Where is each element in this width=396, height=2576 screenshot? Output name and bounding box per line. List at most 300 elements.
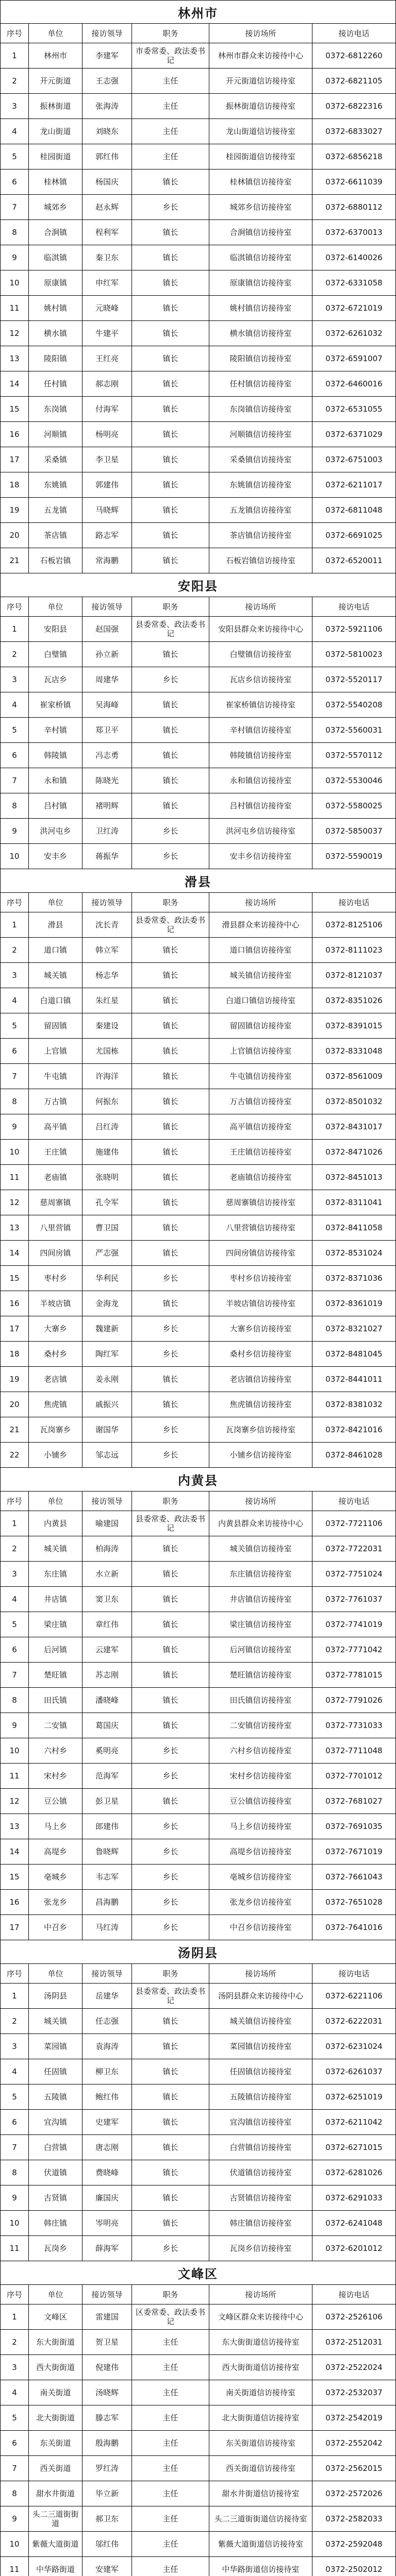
table-row <box>0 119 396 144</box>
cell-index: 1 <box>0 43 29 69</box>
cell-index: 2 <box>0 69 29 94</box>
cell-position: 主任 <box>132 2557 209 2576</box>
cell-unit: 任固镇 <box>29 2059 82 2084</box>
table-row <box>0 1316 396 1342</box>
cell-position: 主任 <box>132 2481 209 2506</box>
cell-phone: 0372-8311041 <box>312 1190 396 1215</box>
cell-leader: 严志强 <box>82 1241 132 1266</box>
cell-position: 县委常委、政法委书记 <box>132 1984 209 2009</box>
cell-position: 区委常委、政法委书记 <box>132 2304 209 2330</box>
cell-unit: 田氏镇 <box>29 1688 82 1713</box>
cell-position: 乡长 <box>132 844 209 869</box>
table-row <box>0 1241 396 1266</box>
cell-unit: 枣村乡 <box>29 1266 82 1291</box>
cell-phone: 0372-8471026 <box>312 1140 396 1165</box>
table-row <box>0 1140 396 1165</box>
cell-phone: 0372-8411058 <box>312 1215 396 1241</box>
cell-venue: 桂林镇信访接待室 <box>209 170 312 195</box>
column-header-position: 职务 <box>132 24 209 43</box>
table-row <box>0 2211 396 2236</box>
cell-index: 11 <box>0 1764 29 1789</box>
cell-leader: 汤晓辉 <box>82 2380 132 2405</box>
cell-phone: 0372-6201012 <box>312 2236 396 2261</box>
column-header-phone: 接访电话 <box>312 24 396 43</box>
cell-leader: 路志军 <box>82 523 132 548</box>
cell-index: 10 <box>0 2532 29 2557</box>
cell-index: 9 <box>0 2506 29 2532</box>
cell-unit: 后河镇 <box>29 1637 82 1663</box>
cell-leader: 牛建平 <box>82 321 132 346</box>
section-title: 文峰区 <box>0 2261 396 2285</box>
cell-unit: 韩陵镇 <box>29 743 82 768</box>
cell-unit: 北大街街道 <box>29 2405 82 2431</box>
cell-venue: 城关镇信访接待室 <box>209 1536 312 1562</box>
cell-phone: 0372-6812260 <box>312 43 396 69</box>
table-row <box>0 793 396 819</box>
cell-index: 4 <box>0 119 29 144</box>
cell-unit: 桑村乡 <box>29 1342 82 1367</box>
cell-leader: 韦志军 <box>82 1865 132 1890</box>
cell-venue: 半坡店镇信访接待室 <box>209 1291 312 1316</box>
cell-index: 6 <box>0 170 29 195</box>
cell-position: 镇长 <box>132 346 209 371</box>
cell-leader: 滕志军 <box>82 2405 132 2431</box>
table-row <box>0 1890 396 1915</box>
cell-position: 镇长 <box>132 447 209 472</box>
cell-venue: 南关街道信访接待室 <box>209 2380 312 2405</box>
cell-unit: 大寨乡 <box>29 1316 82 1342</box>
cell-index: 4 <box>0 1587 29 1612</box>
cell-index: 7 <box>0 768 29 793</box>
cell-phone: 0372-7781015 <box>312 1663 396 1688</box>
cell-leader: 云建军 <box>82 1637 132 1663</box>
cell-index: 21 <box>0 1417 29 1443</box>
cell-unit: 韩庄镇 <box>29 2211 82 2236</box>
table-row <box>0 94 396 119</box>
table-row <box>0 1342 396 1367</box>
cell-phone: 0372-6880112 <box>312 195 396 220</box>
cell-phone: 0372-8351026 <box>312 988 396 1013</box>
cell-position: 镇长 <box>132 2110 209 2135</box>
cell-leader: 尤国栋 <box>82 1039 132 1064</box>
cell-phone: 0372-8561009 <box>312 1064 396 1089</box>
cell-venue: 上官镇信访接待室 <box>209 1039 312 1064</box>
cell-phone: 0372-6221106 <box>312 1984 396 2009</box>
cell-position: 主任 <box>132 2506 209 2532</box>
cell-index: 12 <box>0 321 29 346</box>
cell-phone: 0372-2502012 <box>312 2557 396 2576</box>
table-row <box>0 245 396 270</box>
cell-index: 8 <box>0 2160 29 2185</box>
cell-leader: 喻建国 <box>82 1511 132 1536</box>
cell-unit: 桂林镇 <box>29 170 82 195</box>
cell-phone: 0372-5530046 <box>312 768 396 793</box>
table-row <box>0 1562 396 1587</box>
cell-venue: 振林街道信访接待室 <box>209 94 312 119</box>
cell-position: 镇长 <box>132 1241 209 1266</box>
cell-unit: 宜沟镇 <box>29 2110 82 2135</box>
cell-position: 主任 <box>132 94 209 119</box>
cell-index: 20 <box>0 1392 29 1417</box>
table-row <box>0 472 396 498</box>
cell-position: 镇长 <box>132 1688 209 1713</box>
cell-leader: 水立新 <box>82 1562 132 1587</box>
cell-index: 9 <box>0 819 29 844</box>
cell-unit: 合涧镇 <box>29 220 82 245</box>
cell-index: 3 <box>0 2355 29 2380</box>
cell-phone: 0372-7721106 <box>312 1511 396 1536</box>
cell-leader: 殷海鹏 <box>82 2431 132 2456</box>
table-row <box>0 617 396 642</box>
table-row <box>0 371 396 397</box>
table-row <box>0 988 396 1013</box>
cell-position: 主任 <box>132 2456 209 2481</box>
cell-leader: 马晓辉 <box>82 498 132 523</box>
cell-leader: 范海军 <box>82 1764 132 1789</box>
column-header-leader: 接访领导 <box>82 24 132 43</box>
cell-venue: 楚旺镇信访接待室 <box>209 1663 312 1688</box>
cell-index: 9 <box>0 2185 29 2211</box>
cell-unit: 王庄镇 <box>29 1140 82 1165</box>
cell-leader: 孙立新 <box>82 642 132 667</box>
cell-index: 2 <box>0 938 29 963</box>
cell-venue: 王庄镇信访接待室 <box>209 1140 312 1165</box>
cell-venue: 北大街街道信访接待室 <box>209 2405 312 2431</box>
cell-leader: 郭建伟 <box>82 472 132 498</box>
cell-unit: 马上乡 <box>29 1814 82 1839</box>
cell-index: 4 <box>0 988 29 1013</box>
cell-index: 12 <box>0 1789 29 1814</box>
cell-venue: 马上乡信访接待室 <box>209 1814 312 1839</box>
cell-unit: 菜园镇 <box>29 2034 82 2059</box>
cell-unit: 城关镇 <box>29 1536 82 1562</box>
table-row <box>0 43 396 69</box>
cell-position: 镇长 <box>132 1114 209 1140</box>
cell-leader: 彭卫星 <box>82 1789 132 1814</box>
cell-phone: 0372-8371036 <box>312 1266 396 1291</box>
table-row <box>0 642 396 667</box>
cell-index: 8 <box>0 2481 29 2506</box>
cell-leader: 吕红涛 <box>82 1114 132 1140</box>
cell-unit: 采桑镇 <box>29 447 82 472</box>
cell-phone: 0372-6251019 <box>312 2084 396 2110</box>
cell-phone: 0372-7711048 <box>312 1738 396 1764</box>
table-row <box>0 2481 396 2506</box>
cell-phone: 0372-2526106 <box>312 2304 396 2330</box>
cell-unit: 东姚镇 <box>29 472 82 498</box>
cell-position: 镇长 <box>132 768 209 793</box>
table-row <box>0 1392 396 1417</box>
cell-unit: 小铺乡 <box>29 1443 82 1468</box>
cell-phone: 0372-8321027 <box>312 1316 396 1342</box>
cell-position: 乡长 <box>132 819 209 844</box>
cell-index: 10 <box>0 270 29 296</box>
district-section <box>0 1468 396 1940</box>
cell-venue: 五陵镇信访接待室 <box>209 2084 312 2110</box>
table-row <box>0 1637 396 1663</box>
table-row <box>0 321 396 346</box>
cell-phone: 0372-5560031 <box>312 718 396 743</box>
table-header-row <box>0 1492 396 1511</box>
table-row <box>0 2034 396 2059</box>
cell-position: 镇长 <box>132 1713 209 1738</box>
cell-phone: 0372-2552042 <box>312 2431 396 2456</box>
table-row <box>0 195 396 220</box>
cell-phone: 0372-7701012 <box>312 1764 396 1789</box>
cell-index: 7 <box>0 195 29 220</box>
cell-leader: 罗红涛 <box>82 2456 132 2481</box>
cell-index: 15 <box>0 1266 29 1291</box>
table-row <box>0 2236 396 2261</box>
cell-leader: 吴海峰 <box>82 692 132 718</box>
column-header-position: 职务 <box>132 893 209 912</box>
cell-position: 镇长 <box>132 1637 209 1663</box>
cell-leader: 褚明辉 <box>82 793 132 819</box>
cell-index: 14 <box>0 371 29 397</box>
cell-unit: 姚村镇 <box>29 296 82 321</box>
cell-phone: 0372-7771042 <box>312 1637 396 1663</box>
column-header-position: 职务 <box>132 2285 209 2304</box>
column-header-phone: 接访电话 <box>312 2285 396 2304</box>
cell-index: 3 <box>0 2034 29 2059</box>
cell-phone: 0372-2512031 <box>312 2330 396 2355</box>
cell-index: 9 <box>0 1713 29 1738</box>
table-row <box>0 1612 396 1637</box>
cell-index: 16 <box>0 1291 29 1316</box>
cell-phone: 0372-5580025 <box>312 793 396 819</box>
table-row <box>0 1984 396 2009</box>
cell-index: 4 <box>0 2380 29 2405</box>
cell-index: 17 <box>0 1316 29 1342</box>
cell-phone: 0372-7751024 <box>312 1562 396 1587</box>
cell-venue: 韩庄镇信访接待室 <box>209 2211 312 2236</box>
cell-phone: 0372-8431017 <box>312 1114 396 1140</box>
cell-leader: 金海龙 <box>82 1291 132 1316</box>
cell-venue: 井店镇信访接待室 <box>209 1587 312 1612</box>
cell-unit: 内黄县 <box>29 1511 82 1536</box>
cell-position: 镇长 <box>132 642 209 667</box>
cell-leader: 柏海涛 <box>82 1536 132 1562</box>
cell-index: 2 <box>0 2009 29 2034</box>
cell-index: 16 <box>0 422 29 447</box>
cell-venue: 瓦岗寨乡信访接待室 <box>209 1417 312 1443</box>
cell-position: 主任 <box>132 69 209 94</box>
cell-venue: 东庄镇信访接待室 <box>209 1562 312 1587</box>
cell-venue: 亳城乡信访接待室 <box>209 1865 312 1890</box>
cell-position: 镇长 <box>132 1013 209 1039</box>
cell-index: 9 <box>0 245 29 270</box>
cell-position: 镇长 <box>132 321 209 346</box>
cell-position: 乡长 <box>132 1839 209 1865</box>
table-row <box>0 1738 396 1764</box>
cell-position: 主任 <box>132 119 209 144</box>
cell-venue: 豆公镇信访接待室 <box>209 1789 312 1814</box>
cell-phone: 0372-2532037 <box>312 2380 396 2405</box>
cell-leader: 毕立新 <box>82 2481 132 2506</box>
cell-phone: 0372-8461028 <box>312 1443 396 1468</box>
cell-index: 8 <box>0 1688 29 1713</box>
district-section <box>0 2261 396 2576</box>
cell-unit: 临淇镇 <box>29 245 82 270</box>
table-row <box>0 2532 396 2557</box>
cell-index: 7 <box>0 2135 29 2160</box>
cell-phone: 0372-8481045 <box>312 1342 396 1367</box>
cell-unit: 焦虎镇 <box>29 1392 82 1417</box>
column-header-position: 职务 <box>132 1492 209 1511</box>
cell-leader: 申红军 <box>82 270 132 296</box>
cell-unit: 东关街道 <box>29 2431 82 2456</box>
cell-phone: 0372-2522024 <box>312 2355 396 2380</box>
cell-unit: 西关街道 <box>29 2456 82 2481</box>
cell-position: 镇长 <box>132 1215 209 1241</box>
cell-venue: 文峰区群众来访接待中心 <box>209 2304 312 2330</box>
cell-index: 1 <box>0 1511 29 1536</box>
cell-unit: 五龙镇 <box>29 498 82 523</box>
column-header-leader: 接访领导 <box>82 893 132 912</box>
cell-phone: 0372-8501032 <box>312 1089 396 1114</box>
column-header-index: 序号 <box>0 2285 29 2304</box>
table-row <box>0 2380 396 2405</box>
cell-position: 乡长 <box>132 1417 209 1443</box>
cell-unit: 楚旺镇 <box>29 1663 82 1688</box>
cell-leader: 郝志刚 <box>82 371 132 397</box>
cell-phone: 0372-6241048 <box>312 2211 396 2236</box>
cell-venue: 任固镇信访接待室 <box>209 2059 312 2084</box>
cell-phone: 0372-6833027 <box>312 119 396 144</box>
table-row <box>0 768 396 793</box>
cell-index: 17 <box>0 1915 29 1940</box>
cell-venue: 留固镇信访接待室 <box>209 1013 312 1039</box>
cell-unit: 龙山街道 <box>29 119 82 144</box>
table-row <box>0 1789 396 1814</box>
cell-position: 镇长 <box>132 422 209 447</box>
cell-venue: 任村镇信访接待室 <box>209 371 312 397</box>
cell-venue: 采桑镇信访接待室 <box>209 447 312 472</box>
cell-venue: 东岗镇信访接待室 <box>209 397 312 422</box>
cell-index: 2 <box>0 2330 29 2355</box>
cell-venue: 河顺镇信访接待室 <box>209 422 312 447</box>
cell-venue: 城关镇信访接待室 <box>209 2009 312 2034</box>
cell-venue: 梁庄镇信访接待室 <box>209 1612 312 1637</box>
district-section <box>0 573 396 869</box>
column-header-unit: 单位 <box>29 2285 82 2304</box>
cell-index: 7 <box>0 1064 29 1089</box>
cell-phone: 0372-8421016 <box>312 1417 396 1443</box>
cell-leader: 薛海军 <box>82 2236 132 2261</box>
cell-position: 乡长 <box>132 1266 209 1291</box>
cell-leader: 杨志华 <box>82 963 132 988</box>
column-header-phone: 接访电话 <box>312 1492 396 1511</box>
cell-phone: 0372-7731033 <box>312 1713 396 1738</box>
cell-venue: 田氏镇信访接待室 <box>209 1688 312 1713</box>
cell-phone: 0372-6721019 <box>312 296 396 321</box>
cell-phone: 0372-5810023 <box>312 642 396 667</box>
cell-unit: 甜水井街道 <box>29 2481 82 2506</box>
cell-leader: 秦建设 <box>82 1013 132 1039</box>
section-title: 林州市 <box>0 0 396 24</box>
column-header-unit: 单位 <box>29 597 82 617</box>
cell-unit: 五陵镇 <box>29 2084 82 2110</box>
cell-leader: 魏建新 <box>82 1316 132 1342</box>
cell-venue: 吕村镇信访接待室 <box>209 793 312 819</box>
cell-unit: 开元街道 <box>29 69 82 94</box>
column-header-unit: 单位 <box>29 893 82 912</box>
cell-index: 11 <box>0 296 29 321</box>
table-row <box>0 1089 396 1114</box>
table-row <box>0 912 396 938</box>
table-row <box>0 1417 396 1443</box>
table-row <box>0 296 396 321</box>
table-row <box>0 2160 396 2185</box>
cell-position: 镇长 <box>132 1190 209 1215</box>
cell-index: 6 <box>0 1039 29 1064</box>
table-row <box>0 1536 396 1562</box>
cell-venue: 石板岩镇信访接待室 <box>209 548 312 573</box>
column-header-venue: 接访场所 <box>209 1492 312 1511</box>
cell-venue: 菜园镇信访接待室 <box>209 2034 312 2059</box>
cell-position: 镇长 <box>132 1612 209 1637</box>
cell-leader: 张晓明 <box>82 1165 132 1190</box>
section-title: 滑县 <box>0 869 396 893</box>
cell-index: 6 <box>0 2431 29 2456</box>
cell-leader: 冯志勇 <box>82 743 132 768</box>
cell-position: 镇长 <box>132 1789 209 1814</box>
table-row <box>0 2405 396 2431</box>
table-row <box>0 2506 396 2532</box>
cell-leader: 邹志远 <box>82 1443 132 1468</box>
cell-phone: 0372-6821105 <box>312 69 396 94</box>
cell-index: 19 <box>0 498 29 523</box>
cell-venue: 桂园街道信访接待室 <box>209 144 312 170</box>
cell-phone: 0372-6520011 <box>312 548 396 573</box>
cell-unit: 宋村乡 <box>29 1764 82 1789</box>
column-header-venue: 接访场所 <box>209 2285 312 2304</box>
cell-unit: 白璧镇 <box>29 642 82 667</box>
cell-unit: 南关街道 <box>29 2380 82 2405</box>
cell-index: 7 <box>0 1663 29 1688</box>
cell-index: 11 <box>0 1165 29 1190</box>
table-row <box>0 498 396 523</box>
table-row <box>0 1064 396 1089</box>
cell-index: 1 <box>0 1984 29 2009</box>
cell-position: 县委常委、政法委书记 <box>132 1511 209 1536</box>
cell-venue: 高平镇信访接待室 <box>209 1114 312 1140</box>
cell-unit: 河顺镇 <box>29 422 82 447</box>
cell-leader: 史建军 <box>82 2110 132 2135</box>
cell-position: 镇长 <box>132 1089 209 1114</box>
cell-phone: 0372-7671019 <box>312 1839 396 1865</box>
cell-leader: 杨明亮 <box>82 422 132 447</box>
cell-index: 1 <box>0 912 29 938</box>
table-row <box>0 523 396 548</box>
table-row <box>0 844 396 869</box>
table-row <box>0 2557 396 2576</box>
cell-leader: 张海涛 <box>82 94 132 119</box>
cell-position: 镇长 <box>132 2160 209 2185</box>
cell-position: 县委常委、政法委书记 <box>132 617 209 642</box>
cell-unit: 牛屯镇 <box>29 1064 82 1089</box>
cell-phone: 0372-5520117 <box>312 667 396 692</box>
cell-index: 5 <box>0 718 29 743</box>
cell-index: 22 <box>0 1443 29 1468</box>
cell-position: 镇长 <box>132 2009 209 2034</box>
cell-phone: 0372-6811048 <box>312 498 396 523</box>
cell-phone: 0372-6460016 <box>312 371 396 397</box>
cell-venue: 龙山街道信访接待室 <box>209 119 312 144</box>
cell-phone: 0372-7651028 <box>312 1890 396 1915</box>
cell-index: 3 <box>0 963 29 988</box>
cell-position: 镇长 <box>132 743 209 768</box>
